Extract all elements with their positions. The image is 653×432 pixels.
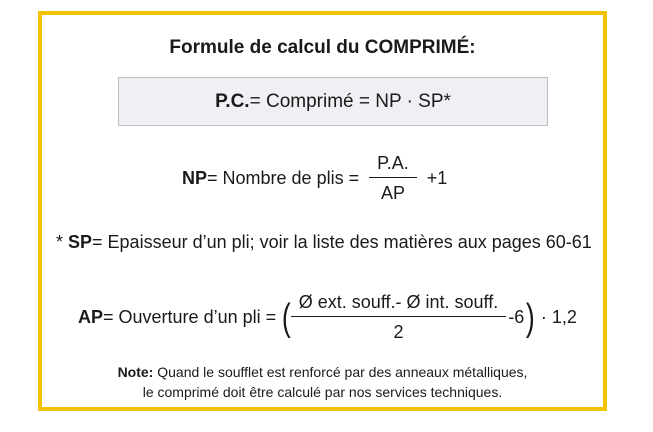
ap-numerator: Ø ext. souff.- Ø int. souff. <box>291 292 506 317</box>
sp-text: = Epaisseur d’un pli; voir la liste des matières aux pages 60-61 <box>92 232 592 252</box>
np-denominator: AP <box>380 183 405 203</box>
pc-formula-box <box>118 77 548 126</box>
np-numerator: P.A. <box>369 153 417 178</box>
ap-formula <box>78 292 577 343</box>
ap-lhs: = Ouverture d’un pli = <box>103 307 277 327</box>
pc-label: P.C. <box>215 90 250 112</box>
ap-after-fraction: -6 <box>508 307 525 327</box>
ap-fraction <box>291 292 506 343</box>
sp-definition <box>56 232 592 253</box>
note-label: Note: <box>117 364 154 380</box>
close-paren: ) <box>526 296 535 339</box>
panel-title: Formule de calcul du COMPRIMÉ: <box>169 37 476 58</box>
pc-formula: = Comprimé = NP · SP* <box>249 90 451 112</box>
ap-tail: · 1,2 <box>540 307 577 327</box>
np-fraction <box>369 153 417 204</box>
ap-label: AP <box>78 307 104 327</box>
note-line-1 <box>42 362 603 382</box>
sp-star: * <box>56 232 69 252</box>
formula-panel <box>38 11 607 411</box>
note-text-1: Quand le soufflet est renforcé par des anneaux métalliques, <box>157 364 528 380</box>
np-tail: +1 <box>426 168 448 188</box>
note <box>42 362 603 402</box>
ap-denominator: 2 <box>393 322 404 342</box>
np-formula <box>182 153 447 204</box>
np-lhs: = Nombre de plis = <box>207 168 360 188</box>
note-text-2: le comprimé doit être calculé par nos services techniques. <box>142 384 503 400</box>
sp-label: SP <box>68 232 93 252</box>
open-paren: ( <box>282 296 291 339</box>
np-label: NP <box>182 168 208 188</box>
